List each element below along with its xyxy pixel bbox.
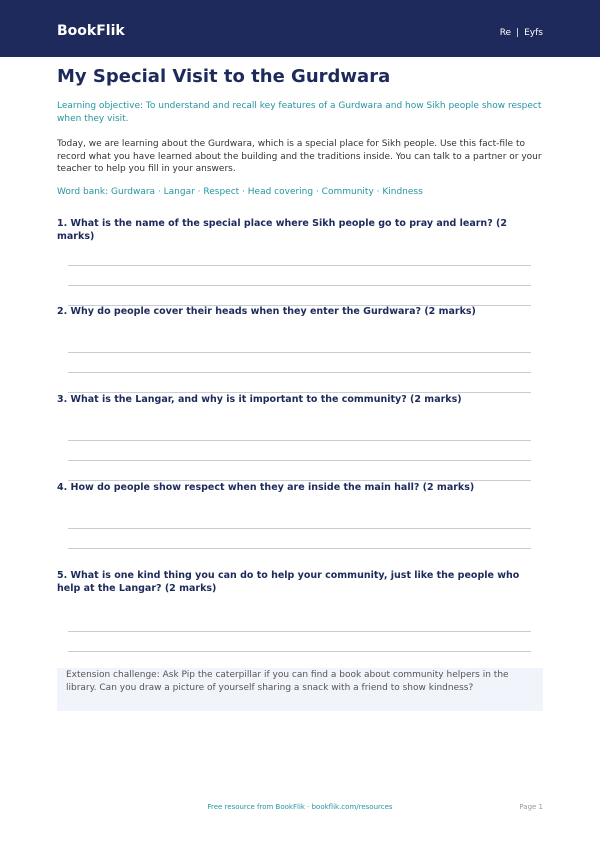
word-bank: Word bank: Gurdwara · Langar · Respect · Head covering · Community · Kindness — [57, 187, 423, 197]
answer-line-q3-2[interactable] — [68, 460, 531, 461]
brand-logo[interactable]: BookFlik — [57, 23, 125, 39]
answer-line-q5-1[interactable] — [68, 631, 531, 632]
stage-label: Eyfs — [524, 28, 543, 38]
meta-separator: | — [516, 28, 520, 38]
answer-line-q2-1[interactable] — [68, 352, 531, 353]
footer-resource[interactable]: Free resource from BookFlik · bookflik.com/resources — [207, 803, 393, 811]
question-3: 3. What is the Langar, and why is it important to the community? (2 marks) — [57, 394, 462, 405]
answer-line-q5-2[interactable] — [68, 651, 531, 652]
page-title: My Special Visit to the Gurdwara — [57, 66, 391, 87]
intro-text: Today, we are learning about the Gurdwara, which is a special place for Sikh people. Use this fact-file to record what you have learned about the building and the traditions inside. You can talk to a partner or your teacher to help you fill in your answers. — [57, 139, 542, 174]
answer-line-q4-2[interactable] — [68, 548, 531, 549]
answer-line-q2-2[interactable] — [68, 372, 531, 373]
subject-label: Re — [499, 28, 512, 38]
question-2: 2. Why do people cover their heads when they enter the Gurdwara? (2 marks) — [57, 306, 476, 317]
header-meta — [500, 28, 543, 38]
extension-challenge-text: Extension challenge: Ask Pip the caterpillar if you can find a book about community helpers in the library. Can you draw a picture of yourself sharing a snack with a friend to show kindness? — [66, 670, 509, 693]
extension-challenge-box — [57, 668, 543, 711]
question-5: 5. What is one kind thing you can do to help your community, just like the people who help at the Langar? (2 marks) — [57, 570, 520, 594]
answer-line-q4-1[interactable] — [68, 528, 531, 529]
answer-line-q1-2[interactable] — [68, 285, 531, 286]
page-number: Page 1 — [519, 803, 543, 811]
answer-line-q1-1[interactable] — [68, 265, 531, 266]
question-1: 1. What is the name of the special place where Sikh people go to pray and learn? (2 marks) — [57, 218, 507, 242]
question-4: 4. How do people show respect when they are inside the main hall? (2 marks) — [57, 482, 475, 493]
header-bar — [0, 0, 600, 57]
learning-objective: Learning objective: To understand and recall key features of a Gurdwara and how Sikh people show respect when they visit. — [57, 101, 542, 124]
answer-line-q3-1[interactable] — [68, 440, 531, 441]
